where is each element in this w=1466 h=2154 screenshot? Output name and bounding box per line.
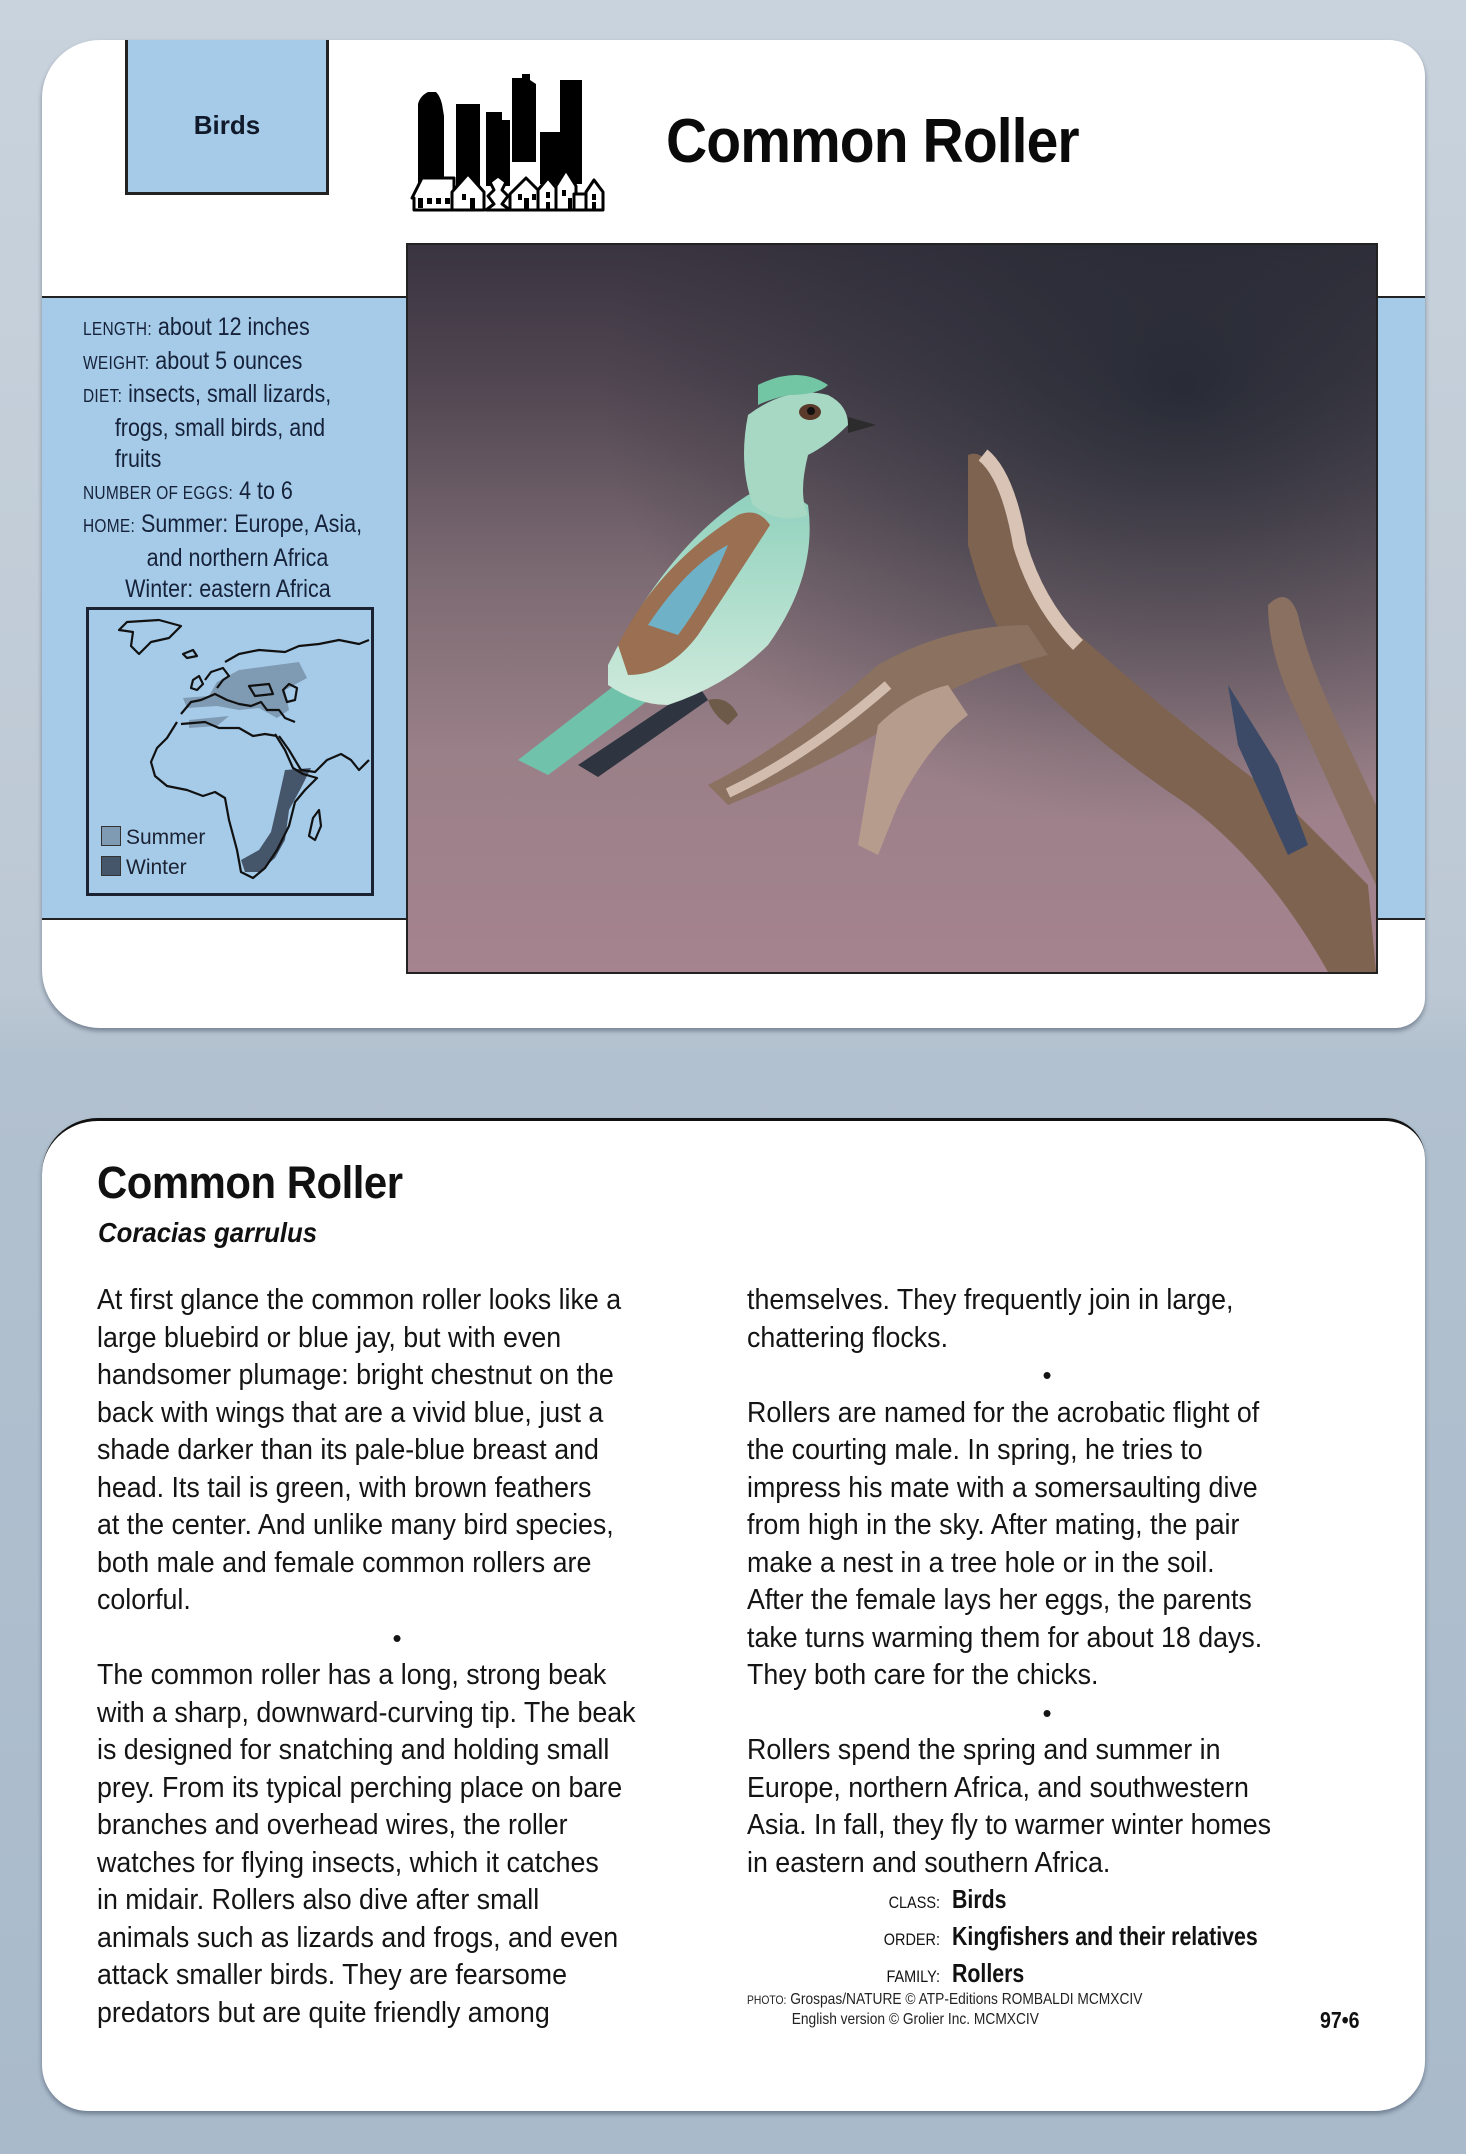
house-shape bbox=[574, 194, 586, 210]
fact-value: and northern Africa bbox=[146, 543, 329, 572]
fact-value: insects, small lizards, bbox=[128, 380, 332, 408]
fact-home bbox=[83, 509, 363, 543]
photo-credits bbox=[747, 1990, 1142, 2030]
fact-value: fruits bbox=[114, 445, 162, 473]
taxonomy-label: FAMILY: bbox=[886, 1967, 940, 1986]
skyscraper-shape bbox=[418, 92, 444, 184]
legend-label: Summer bbox=[126, 826, 206, 849]
photo-credit-label: PHOTO: bbox=[747, 1993, 787, 2007]
iceland-outline bbox=[183, 650, 197, 658]
category-tab bbox=[125, 40, 329, 195]
eurasia-coast bbox=[225, 640, 369, 662]
credit-line-2: English version © Grolier Inc. MCMXCIV bbox=[791, 2011, 1039, 2028]
credit-text: Grospas/NATURE © ATP-Editions ROMBALDI MCMXCIV bbox=[790, 1991, 1143, 2008]
taxonomy bbox=[868, 1883, 1325, 1994]
fact-value: 4 to 6 bbox=[239, 476, 293, 505]
skyscraper-shape bbox=[540, 80, 582, 184]
card-back bbox=[42, 1118, 1425, 2111]
scientific-name: Coracias garrulus bbox=[98, 1217, 318, 1248]
fact-label: HOME: bbox=[83, 516, 136, 536]
taxonomy-order bbox=[868, 1920, 1325, 1957]
category-label: Birds bbox=[193, 109, 261, 140]
fact-label: LENGTH: bbox=[83, 319, 152, 339]
fact-label: WEIGHT: bbox=[83, 352, 150, 373]
species-title: Common Roller bbox=[97, 1157, 403, 1208]
winter-range bbox=[241, 768, 311, 872]
fact-eggs bbox=[83, 476, 358, 510]
greenland-outline bbox=[119, 620, 181, 654]
winter-swatch bbox=[101, 856, 121, 876]
range-map bbox=[86, 607, 374, 896]
text-column-left bbox=[97, 1282, 737, 2032]
taxonomy-label: CLASS: bbox=[888, 1893, 940, 1912]
taxonomy-value: Birds bbox=[952, 1884, 1007, 1914]
fact-length bbox=[83, 312, 358, 346]
legend-winter bbox=[101, 853, 205, 883]
taxonomy-value: Kingfishers and their relatives bbox=[952, 1921, 1258, 1951]
fact-home-cont bbox=[83, 574, 358, 606]
skyscraper-shape bbox=[512, 74, 536, 162]
taxonomy-family bbox=[868, 1957, 1325, 1994]
fact-diet-cont bbox=[83, 444, 358, 476]
summer-swatch bbox=[101, 826, 121, 846]
species-title: Common Roller bbox=[666, 107, 1079, 176]
card-number: 97•6 bbox=[1320, 2007, 1360, 2033]
summer-range bbox=[183, 662, 307, 718]
fact-value: frogs, small birds, and bbox=[114, 413, 326, 442]
fact-home-cont bbox=[83, 543, 358, 575]
fact-weight bbox=[83, 346, 358, 380]
fact-value: Summer: Europe, Asia, bbox=[141, 510, 363, 538]
fact-label: NUMBER OF EGGS: bbox=[83, 482, 234, 503]
britain-outline bbox=[191, 676, 203, 690]
fact-value: about 5 ounces bbox=[155, 346, 303, 375]
body-paragraph: Rollers are named for the acrobatic flight of the courting male. In spring, he tries to impress his mate with a somersaulting dive from high in the sky. After mating, the pair make a nest in a tree hole or in the soil. After the female lays her eggs, the parents take turns warming them for about 18 days. They both care for the chicks. bbox=[747, 1396, 1263, 1691]
paragraph-separator: • bbox=[1042, 1360, 1052, 1390]
card-front bbox=[42, 40, 1425, 1028]
tree-shape bbox=[486, 176, 510, 210]
map-legend bbox=[101, 823, 205, 883]
madagascar-outline bbox=[309, 810, 321, 840]
fact-value: Winter: eastern Africa bbox=[125, 575, 331, 603]
body-paragraph: The common roller has a long, strong beak with a sharp, downward-curving tip. The beak is designed for snatching and holding small prey. From its typical perching place on bare branches and overhead wires, the roller watches for flying insects, which it catches in midair. Rollers also dive after small animals such as lizards and frogs, and even attack smaller birds. They are fearsome predators but are quite friendly among bbox=[97, 1659, 636, 2029]
legend-label: Winter bbox=[126, 856, 187, 879]
paragraph-separator: • bbox=[1042, 1697, 1052, 1728]
fact-diet bbox=[83, 379, 358, 413]
body-paragraph: Rollers spend the spring and summer in Europe, northern Africa, and southwestern Asia. In fall, they fly to warmer winter homes in eastern and southern Africa. bbox=[747, 1734, 1272, 1879]
paragraph-separator: • bbox=[392, 1622, 402, 1653]
species-photo bbox=[406, 243, 1378, 974]
taxonomy-label: ORDER: bbox=[883, 1930, 940, 1949]
fact-diet-cont bbox=[83, 413, 358, 445]
taxonomy-value: Rollers bbox=[952, 1958, 1025, 1988]
city-skyline-icon bbox=[410, 66, 606, 212]
body-paragraph: At first glance the common roller looks like a large bluebird or blue jay, but with even handsomer plumage: bright chestnut on the back with wings that are a vivid blue, just a shade darker than its pale-blue breast and head. Its tail is green, with brown feathers at the center. And unlike many bird species, both male and female common rollers are colorful. bbox=[97, 1284, 622, 1616]
taxonomy-class bbox=[868, 1883, 1325, 1920]
bird-photo-illustration bbox=[408, 245, 1376, 972]
credit-line-1 bbox=[747, 1990, 1142, 2010]
text-column-right bbox=[747, 1282, 1387, 1882]
body-paragraph: themselves. They frequently join in large, chattering flocks. bbox=[747, 1284, 1234, 1354]
fact-list bbox=[83, 312, 403, 606]
fact-value: about 12 inches bbox=[157, 313, 310, 341]
legend-summer bbox=[101, 823, 205, 853]
fact-label: DIET: bbox=[83, 386, 123, 406]
